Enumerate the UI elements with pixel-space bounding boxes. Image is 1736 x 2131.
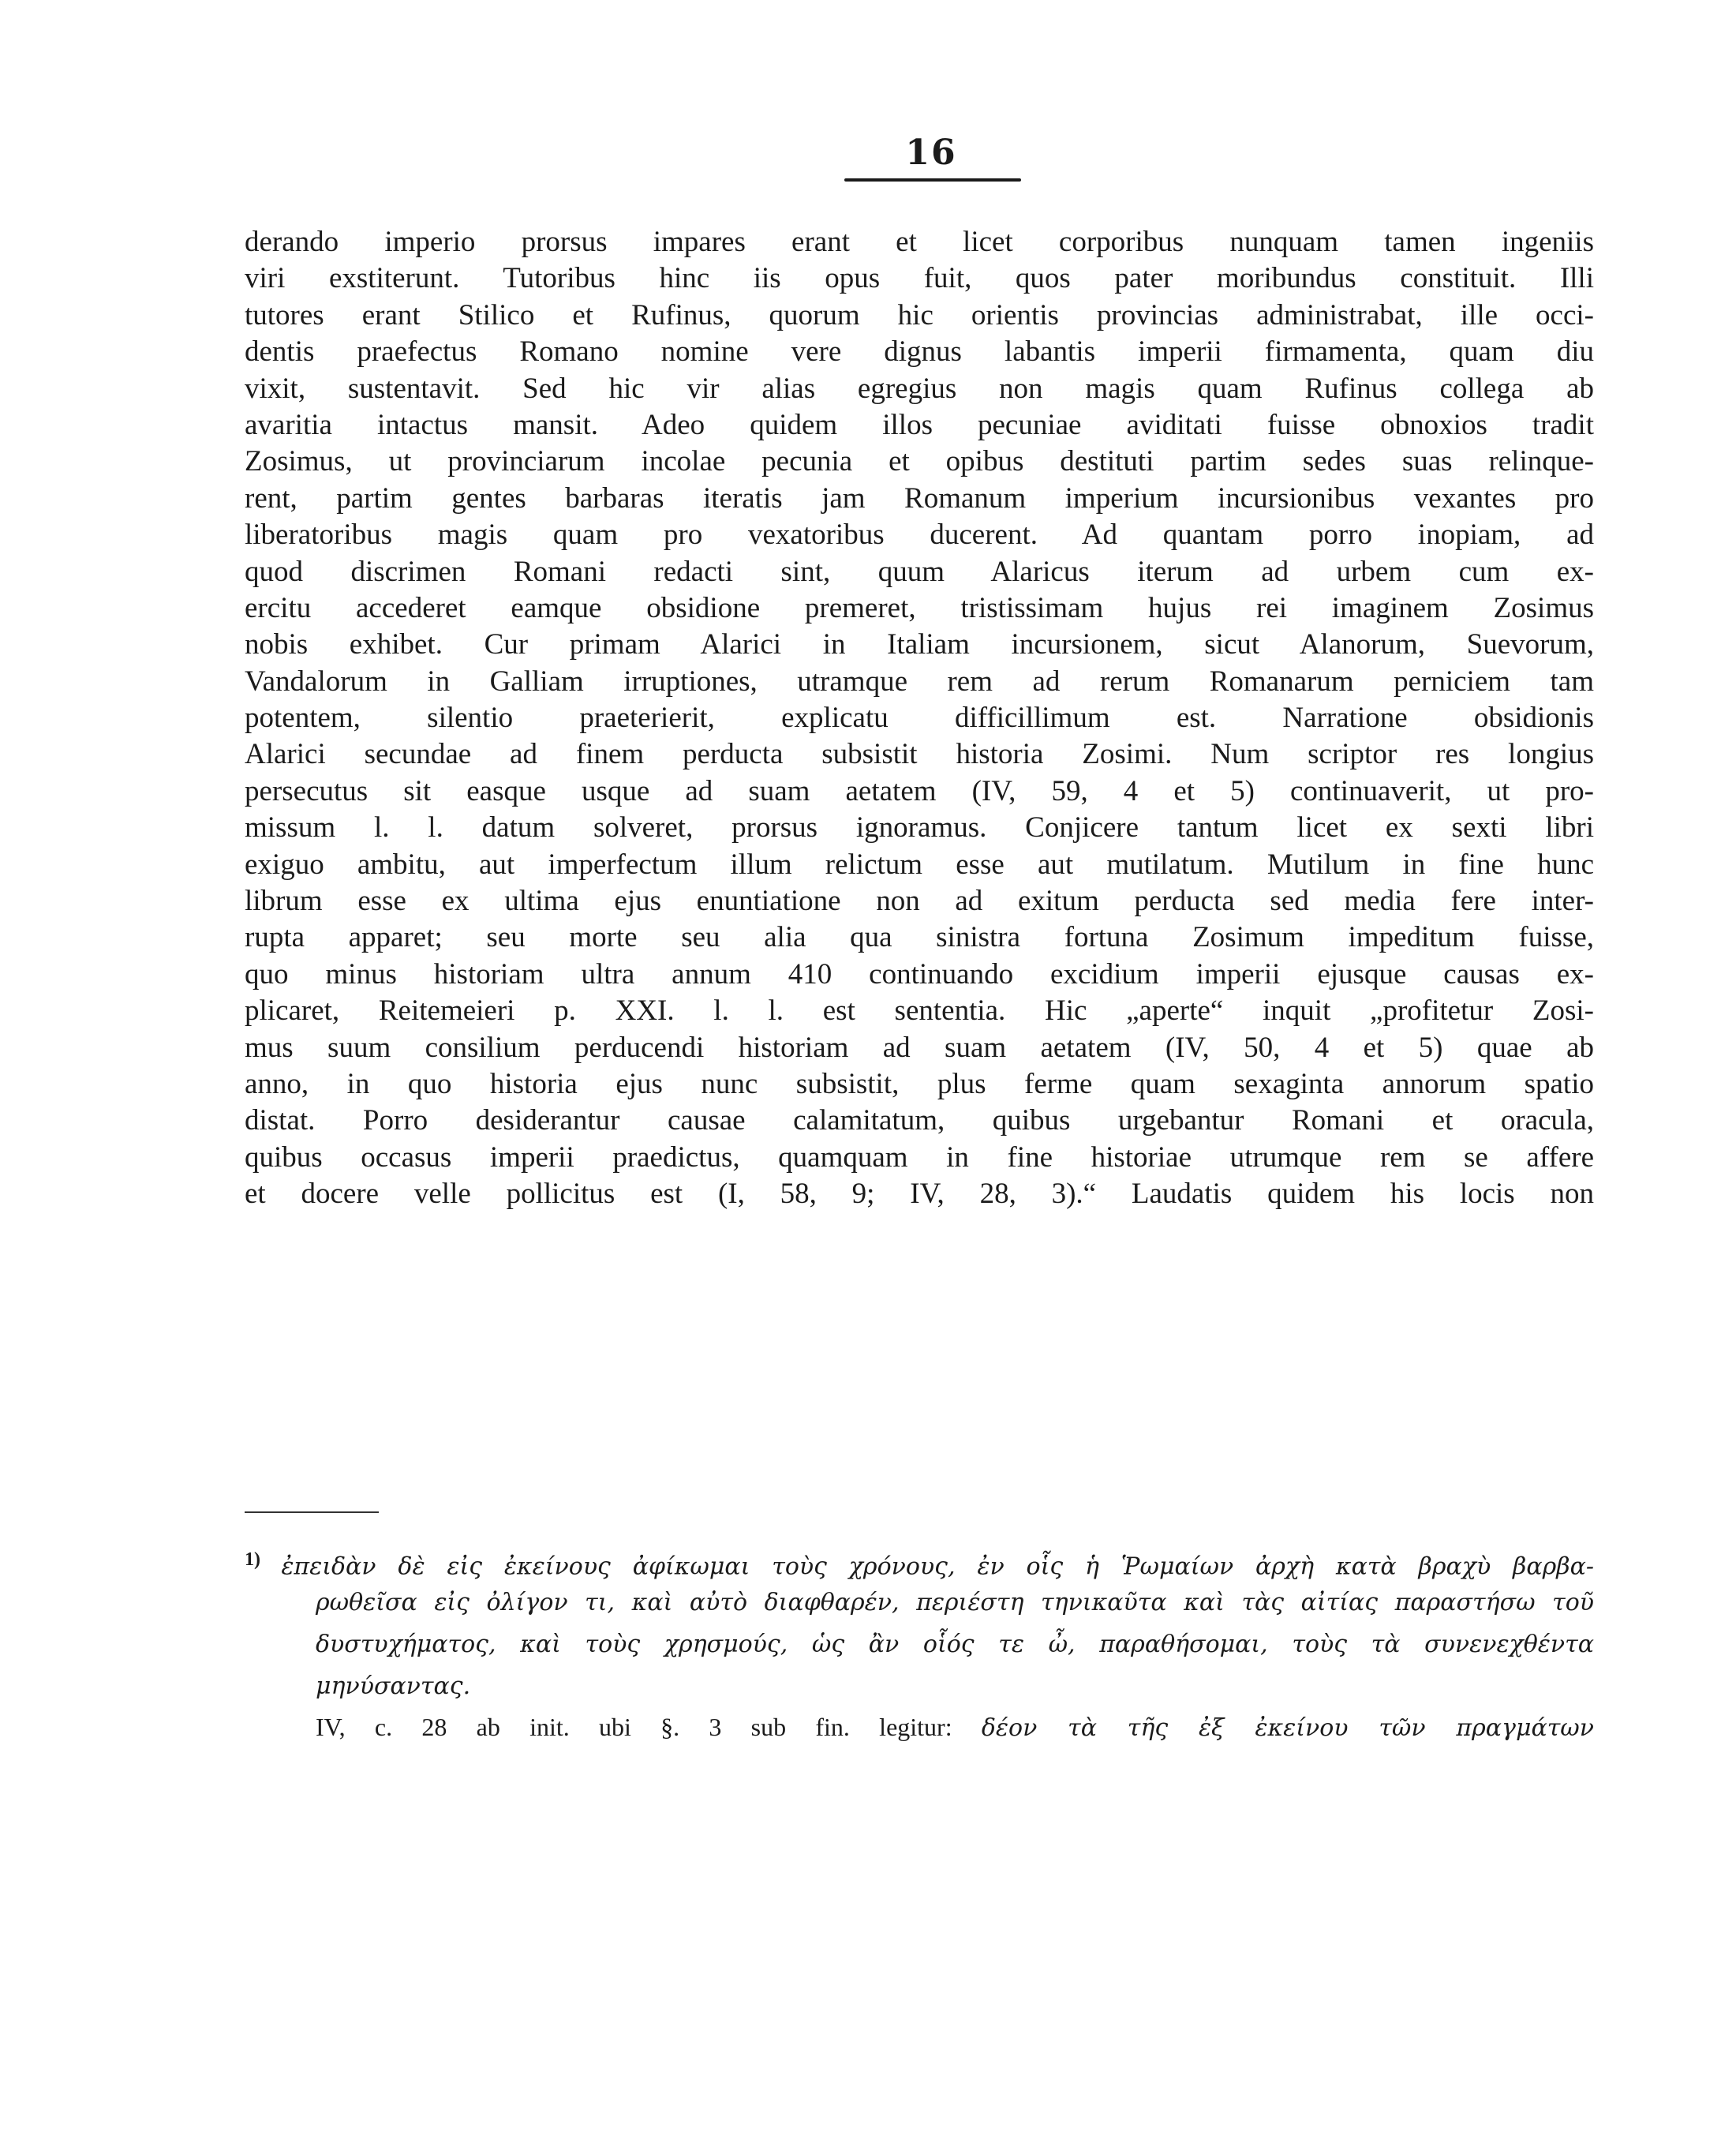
footnote-greek-text: ἐπειδὰν δὲ εἰς ἐκείνους ἀφίκωμαι τοὺς χρόνους, ἐν οἷς ἡ Ῥωμαίων ἀρχὴ κατὰ βραχὺ βαρβα- <box>281 1552 1594 1581</box>
body-line: rupta apparet; seu morte seu alia qua sinistra fortuna Zosimum impeditum fuisse, <box>245 921 1594 954</box>
footnote-line-2 <box>245 1581 1594 1623</box>
body-line: vixit, sustentavit. Sed hic vir alias egregius non magis quam Rufinus collega ab <box>245 372 1594 405</box>
page-number-rule <box>844 178 1021 182</box>
body-line: et docere velle pollicitus est (I, 58, 9; IV, 28, 3).“ Laudatis quidem his locis non <box>245 1178 1594 1211</box>
body-line: plicaret, Reitemeieri p. XXI. l. l. est sententia. Hic „aperte“ inquit „profitetur Zosi- <box>245 994 1594 1028</box>
body-line: anno, in quo historia ejus nunc subsistit, plus ferme quam sexaginta annorum spatio <box>245 1067 1594 1100</box>
footnote-greek-text: δέον τὰ τῆς ἐξ ἐκείνου τῶν πραγμάτων <box>981 1714 1594 1742</box>
footnotes <box>245 1539 1594 1748</box>
body-line: potentem, silentio praeterierit, explicatu difficillimum est. Narratione obsidionis <box>245 702 1594 735</box>
body-text <box>245 224 1594 1213</box>
body-line: viri exstiterunt. Tutoribus hinc iis opus fuit, quos pater moribundus constituit. Illi <box>245 262 1594 295</box>
body-line: ercitu accederet eamque obsidione premeret, tristissimam hujus rei imaginem Zosimus <box>245 591 1594 624</box>
footnote-line-4 <box>245 1665 1594 1706</box>
body-line: dentis praefectus Romano nomine vere dignus labantis imperii firmamenta, quam diu <box>245 335 1594 369</box>
body-line: persecutus sit easque usque ad suam aetatem (IV, 59, 4 et 5) continuaverit, ut pro- <box>245 774 1594 807</box>
body-line: mus suum consilium perducendi historiam ad suam aetatem (IV, 50, 4 et 5) quae ab <box>245 1031 1594 1064</box>
body-line: librum esse ex ultima ejus enuntiatione non ad exitum perducta sed media fere inter- <box>245 885 1594 918</box>
body-line: distat. Porro desiderantur causae calamitatum, quibus urgebantur Romani et oracula, <box>245 1104 1594 1137</box>
body-line: quibus occasus imperii praedictus, quamquam in fine historiae utrumque rem se affere <box>245 1140 1594 1174</box>
body-line: Zosimus, ut provinciarum incolae pecunia et opibus destituti partim sedes suas relinque- <box>245 445 1594 478</box>
footnote-divider <box>245 1511 379 1513</box>
body-line: rent, partim gentes barbaras iteratis jam Romanum imperium incursionibus vexantes pro <box>245 481 1594 515</box>
body-line: avaritia intactus mansit. Adeo quidem illos pecuniae aviditati fuisse obnoxios tradit <box>245 408 1594 441</box>
footnote-marker: 1) <box>245 1549 260 1570</box>
body-line: liberatoribus magis quam pro vexatoribus ducerent. Ad quantam porro inopiam, ad <box>245 519 1594 552</box>
footnote-greek-text: μηνύσαντας. <box>316 1672 471 1700</box>
body-line: tutores erant Stilico et Rufinus, quorum hic orientis provincias administrabat, ille occi- <box>245 298 1594 331</box>
body-line: Vandalorum in Galliam irruptiones, utramque rem ad rerum Romanarum perniciem tam <box>245 665 1594 698</box>
body-line: derando imperio prorsus impares erant et licet corporibus nunquam tamen ingeniis <box>245 226 1594 258</box>
body-line: quo minus historiam ultra annum 410 continuando excidium imperii ejusque causas ex- <box>245 957 1594 991</box>
body-line: Alarici secundae ad finem perducta subsistit historia Zosimi. Num scriptor res longius <box>245 738 1594 771</box>
body-line: exiguo ambitu, aut imperfectum illum relictum esse aut mutilatum. Mutilum in fine hunc <box>245 848 1594 881</box>
body-line: nobis exhibet. Cur primam Alarici in Italiam incursionem, sicut Alanorum, Suevorum, <box>245 628 1594 661</box>
page-number: 16 <box>905 133 957 173</box>
footnote-greek-text: δυστυχήματος, καὶ τοὺς χρησμούς, ὡς ἂν οἷός τε ὦ, παραθήσομαι, τοὺς τὰ συνενεχθέντα <box>316 1631 1594 1658</box>
body-line: quod discrimen Romani redacti sint, quum Alaricus iterum ad urbem cum ex- <box>245 555 1594 588</box>
footnote-greek-text: ρωθεῖσα εἰς ὀλίγον τι, καὶ αὐτὸ διαφθαρέν, περιέστη τηνικαῦτα καὶ τὰς αἰτίας παραστήσω τοῦ <box>316 1589 1594 1616</box>
body-line: missum l. l. datum solveret, prorsus ignoramus. Conjicere tantum licet ex sexti libri <box>245 811 1594 845</box>
footnote-line-1 <box>245 1539 1594 1581</box>
footnote-line-3 <box>245 1623 1594 1665</box>
footnote-latin-text: IV, c. 28 ab init. ubi §. 3 sub fin. legitur: <box>316 1713 952 1741</box>
footnote-line-5 <box>245 1706 1594 1748</box>
